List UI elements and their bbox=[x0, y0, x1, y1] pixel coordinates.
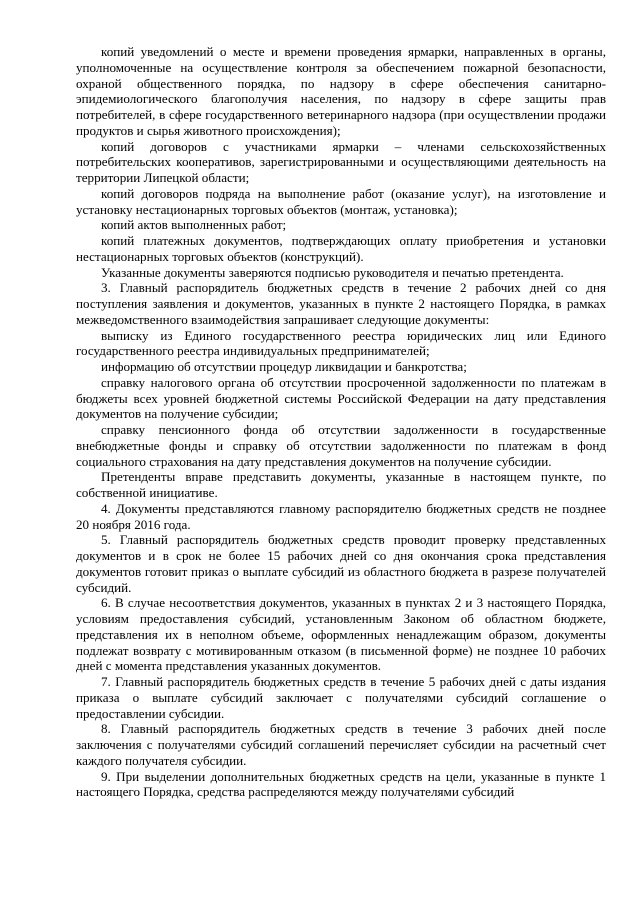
paragraph: справку налогового органа об отсутствии просроченной задолженности по платежам в бюджеты всех уровней бюджетной системы Российской Федерации на дату представления документов на получение субсидии; bbox=[76, 374, 606, 422]
paragraph: 8. Главный распорядитель бюджетных средств в течение 3 рабочих дней после заключения с получателями субсидий соглашений перечисляет субсидии на расчетный счет каждого получателя субсидии. bbox=[76, 721, 606, 768]
paragraph: копий уведомлений о месте и времени проведения ярмарки, направленных в органы, уполномоченные на осуществление контроля за обеспечением пожарной безопасности, охраной общественного порядка, по надзору в сфере обеспечения санитарно-эпидемиологического благополучия населения, по надзору в сфере защиты прав потребителей, в сфере государственного ветеринарного надзора (при осуществлении продажи продуктов и сырья животного происхождения); bbox=[76, 44, 606, 138]
paragraph: 5. Главный распорядитель бюджетных средств проводит проверку представленных документов и в срок не более 15 рабочих дней со дня окончания срока представления документов готовит приказ о выплате субсидий из областного бюджета в разрезе получателей субсидий. bbox=[76, 532, 606, 595]
paragraph: копий актов выполненных работ; bbox=[101, 217, 287, 233]
paragraph: копий договоров с участниками ярмарки – членами сельскохозяйственных потребительских кооперативов, зарегистрированными и осуществляющими деятельность на территории Липецкой области; bbox=[76, 138, 606, 185]
paragraph: 7. Главный распорядитель бюджетных средств в течение 5 рабочих дней с даты издания приказа о выплате субсидий заключает с получателями субсидий соглашение о предоставлении субсидии. bbox=[76, 674, 606, 721]
paragraph: 9. При выделении дополнительных бюджетных средств на цели, указанные в пункте 1 настоящего Порядка, средства распределяются между получателями субсидий bbox=[76, 768, 606, 800]
paragraph: копий платежных документов, подтверждающих оплату приобретения и установки нестационарных торговых объектов (конструкций). bbox=[76, 233, 606, 264]
paragraph: 6. В случае несоответствия документов, указанных в пунктах 2 и 3 настоящего Порядка, условиям предоставления субсидий, установленным Законом об областном бюджете, представления их в неполном объеме, оформленных ненадлежащим образом, документы подлежат возврату с мотивированным отказом (в письменной форме) не позднее 10 рабочих дней с момента представления указанных документов. bbox=[76, 595, 606, 674]
paragraph: 4. Документы представляются главному распорядителю бюджетных средств не позднее 20 ноября 2016 года. bbox=[76, 500, 606, 532]
paragraph: Претенденты вправе представить документы, указанные в настоящем пункте, по собственной инициативе. bbox=[76, 469, 606, 500]
paragraph: информацию об отсутствии процедур ликвидации и банкротства; bbox=[101, 359, 467, 374]
paragraph: копий договоров подряда на выполнение работ (оказание услуг), на изготовление и установку нестационарных торговых объектов (монтаж, установка); bbox=[76, 185, 606, 217]
paragraph: 3. Главный распорядитель бюджетных средств в течение 2 рабочих дней со дня поступления заявления и документов, указанных в пункте 2 настоящего Порядка, в рамках межведомственного взаимодействия запрашивает следующие документы: bbox=[76, 280, 606, 327]
paragraph: выписку из Единого государственного реестра юридических лиц или Единого государственного реестра индивидуальных предпринимателей; bbox=[76, 327, 606, 359]
paragraph: справку пенсионного фонда об отсутствии задолженности в государственные внебюджетные фонды и справку об отсутствии задолженности по платежам в фонд социального страхования на дату представления документов на получение субсидии. bbox=[76, 422, 606, 469]
paragraph: Указанные документы заверяются подписью руководителя и печатью претендента. bbox=[101, 264, 564, 280]
